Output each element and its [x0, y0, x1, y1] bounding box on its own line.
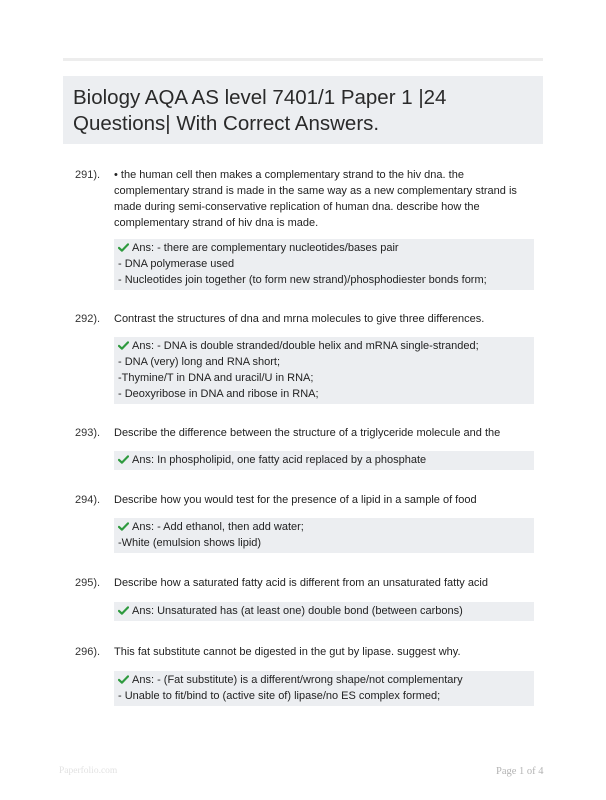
- question-number: 295).: [75, 577, 101, 589]
- answer-box: [114, 337, 534, 404]
- top-divider: [63, 58, 543, 61]
- footer-watermark: Paperfolio.com: [59, 766, 118, 776]
- answer-line: - Deoxyribose in DNA and ribose in RNA;: [118, 388, 319, 400]
- answer-line: - Unable to fit/bind to (active site of) lipase/no ES complex formed;: [118, 690, 441, 702]
- answer-box: [114, 239, 534, 290]
- checkmark-icon: [118, 243, 129, 252]
- title-banner: [63, 76, 543, 144]
- question-number: 292).: [75, 313, 101, 325]
- question-text: Describe how you would test for the presence of a lipid in a sample of food: [114, 494, 477, 506]
- checkmark-icon: [118, 675, 129, 684]
- answer-line: Ans: Unsaturated has (at least one) double bond (between carbons): [118, 603, 534, 619]
- question-text: Describe how a saturated fatty acid is different from an unsaturated fatty acid: [114, 577, 488, 589]
- answer-box: [114, 451, 534, 470]
- answer-line: Ans: - (Fat substitute) is a different/wrong shape/not complementary: [118, 672, 534, 688]
- page-indicator: Page 1 of 4: [496, 766, 544, 777]
- checkmark-icon: [118, 341, 129, 350]
- answer-line: - DNA polymerase used: [118, 258, 235, 270]
- answer-line: -White (emulsion shows lipid): [118, 537, 262, 549]
- answer-line: Ans: - DNA is double stranded/double helix and mRNA single-stranded;: [118, 338, 534, 354]
- answer-line: Ans: - Add ethanol, then add water;: [118, 519, 534, 535]
- question-number: 296).: [75, 646, 101, 658]
- question-text: • the human cell then makes a complementary strand to the hiv dna. the complementary strand is made in the same way as a new complementary strand is made during semi-conservative replication of human dna. describe how the complementary strand of hiv dna is made.: [114, 169, 517, 229]
- answer-line: - Nucleotides join together (to form new strand)/phosphodiester bonds form;: [118, 274, 487, 286]
- question-text: Contrast the structures of dna and mrna molecules to give three differences.: [114, 313, 485, 325]
- checkmark-icon: [118, 455, 129, 464]
- checkmark-icon: [118, 522, 129, 531]
- checkmark-icon: [118, 606, 129, 615]
- document-title: Biology AQA AS level 7401/1 Paper 1 |24 Questions| With Correct Answers.: [73, 86, 447, 135]
- question-number: 294).: [75, 494, 101, 506]
- answer-box: [114, 518, 534, 553]
- answer-line: Ans: In phospholipid, one fatty acid replaced by a phosphate: [118, 452, 534, 468]
- question-number: 293).: [75, 427, 101, 439]
- answer-line: -Thymine/T in DNA and uracil/U in RNA;: [118, 372, 314, 384]
- answer-line: - DNA (very) long and RNA short;: [118, 356, 281, 368]
- answer-box: [114, 602, 534, 621]
- question-number: 291).: [75, 169, 101, 181]
- question-text: This fat substitute cannot be digested in the gut by lipase. suggest why.: [114, 646, 461, 658]
- answer-line: Ans: - there are complementary nucleotides/bases pair: [118, 240, 534, 256]
- question-text: Describe the difference between the structure of a triglyceride molecule and the: [114, 427, 501, 439]
- answer-box: [114, 671, 534, 706]
